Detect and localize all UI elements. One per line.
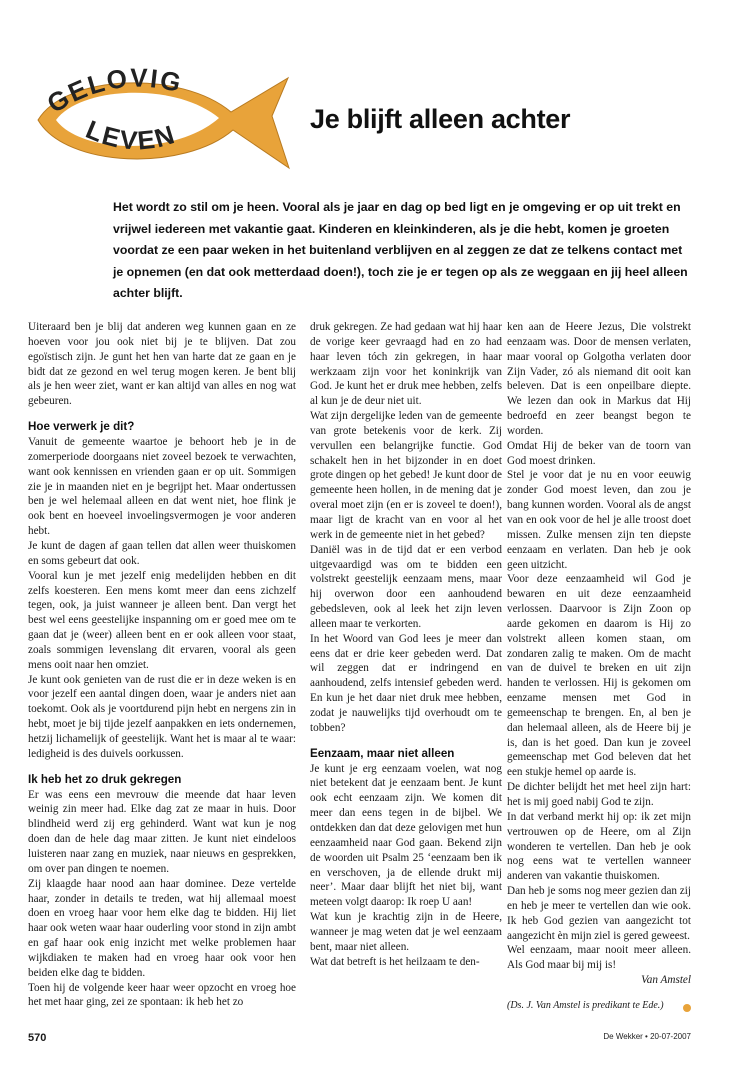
paragraph: In het Woord van God lees je meer dan eens dat er drie keer gebeden werd. Dat wil zeggen dat er indringend en aanhoudend, zelfs intensief gebeden werd. En kun je het daar niet druk mee hebben, zodat je nauwelijks tijd overhoudt om te tobben? — [310, 632, 502, 734]
paragraph: Je kunt de dagen af gaan tellen dat allen weer thuiskomen en soms gebeurt dat ook. — [28, 539, 296, 567]
paragraph: Dan heb je soms nog meer gezien dan zij en heb je meer te vertellen dan wie ook. Ik heb God gezien van aangezicht tot aangezicht èn mijn ziel is gered geweest. — [507, 885, 691, 942]
paragraph: Je kunt je erg eenzaam voelen, wat nog niet betekent dat je eenzaam bent. Je kunt ook echt eenzaam zijn. We komen dit meer dan eens tegen in de bijbel. We ontdekken dan dat deze gelovigen met hun eenzaamheid naar God gaan. Bekend zijn de woorden uit Psalm 25 ‘eenzaam ben ik en verschoven, ja de ellende drukt mij neer’. Maar daar blijft het niet bij, want meteen volgt daarop: Ik roep U aan! — [310, 762, 502, 909]
paragraph: Daniël was in de tijd dat er een verbod uitgevaardigd was om te bidden een volstrekt geestelijk eenzaam mens, maar hij overwon door een aanhoudend gebedsleven, ook al leek het zijn leven alleen maar te verkorten. — [310, 543, 502, 630]
paragraph: Vanuit de gemeente waartoe je behoort heb je in de zomerperiode doorgaans niet zoveel bezoek te verwachten, want ook kennissen en vrienden gaan er op uit. Sommigen zie je in maanden niet en je begrijpt het. Maar ondertussen ben je wel helemaal alleen en dat went niet, hoe flink je ook bent en hoeveel invoelingsvermogen je voor anderen hebt. — [28, 436, 296, 538]
paragraph: Er was eens een mevrouw die meende dat haar leven weinig zin meer had. Elke dag zat ze maar in huis. Door blindheid werd zij erg gehinderd. Want wat kun je nog doen dan de hele dag maar zitten. Je kunt niet eindeloos luisteren naar zang en muziek, naar nieuws en gesprekken, om over pan dingen te noemen. — [28, 788, 296, 875]
article-column-3 — [507, 320, 691, 1014]
article-lead: Het wordt zo stil om je heen. Vooral als je jaar en dag op bed ligt en je omgeving er op uit trekt en vrijwel iedereen met vakantie gaat. Kinderen en kleinkinderen, als je die hebt, komen je groeten voordat ze een paar weken in het buitenland verblijven en al zeggen ze dat ze telkens contact met je opnemen (en dat ook metterdaad doen!), toch zie je er tegen op als ze weggaan en jij heel alleen achter blijft. — [113, 200, 688, 301]
paragraph: Toen hij de volgende keer haar weer opzocht en vroeg hoe het met haar ging, zei ze spontaan: ik heb het zo — [28, 981, 296, 1009]
gelovig-leven-fish-logo — [26, 68, 308, 176]
paragraph: ken aan de Heere Jezus, Die volstrekt eenzaam was. Door de mensen verlaten, maar vooral op Golgotha verlaten door Zijn Vader, zó als niemand dit ooit kan beleven. Dat is een onpeilbare diepte. We lezen dan ook in Markus dat Hij bedroefd en zeer beangst begon te worden. — [507, 321, 691, 437]
subheading: Hoe verwerk je dit? — [28, 420, 135, 434]
publication-footer: De Wekker • 20-07-2007 — [603, 1032, 691, 1041]
author-signature: Van Amstel — [641, 974, 691, 987]
paragraph: Omdat Hij de beker van de toorn van God moest drinken. — [507, 439, 691, 467]
paragraph: Uiteraard ben je blij dat anderen weg kunnen gaan en ze hoeven voor jou ook niet bij je te blijven. Dat zou egoïstisch zijn. Je gunt het hen van harte dat ze gaan en je bidt dat ze gezond en wel terug mogen keren. Je bent blij als je hen weer ziet, want er kan altijd van alles en nog wat gebeuren. — [28, 321, 296, 408]
subheading: Ik heb het zo druk gekregen — [28, 772, 182, 786]
paragraph: Stel je voor dat je nu en voor eeuwig zonder God moest leven, dan zou je bang kunnen worden. Vooral als de angst van en ook voor de hel je alle troost doet missen. Zulke mensen zijn ten diepste eenzaam en verlaten. Dan heb je ook geen uitzicht. — [507, 469, 691, 571]
logo-word-gelovig: GELOVIG — [41, 68, 186, 119]
paragraph: Wat zijn dergelijke leden van de gemeente van grote betekenis voor de kerk. Zij vervullen een belangrijke functie. God schakelt hen in het bijzonder in en doet grote dingen op het gebed! Je kunt door de gemeente heen hollen, in de mening dat je overal moet zijn (en er is zoveel te doen!), maar ligt de kracht van en voor al het werk in de gemeente niet in het gebed? — [310, 410, 502, 541]
paragraph: In dat verband merkt hij op: ik zet mijn vertrouwen op de Heere, om al Zijn wonderen te vertellen. Dan heb je ook nog eens wat te vertellen wanneer anderen van vakantie thuiskomen. — [507, 810, 691, 883]
article-column-1 — [28, 320, 296, 1010]
author-note: (Ds. J. Van Amstel is predikant te Ede.) — [507, 999, 664, 1011]
article-column-2 — [310, 320, 502, 969]
paragraph: druk gekregen. Ze had gedaan wat hij haar de vorige keer gevraagd had en zo had haar leven tóch zin gekregen, in haar werkzaam zijn voor het koninkrijk van God. Je kunt het er druk mee hebben, zelfs al kun je de deur niet uit. — [310, 321, 502, 408]
paragraph: Voor deze eenzaamheid wil God je bewaren en uit deze eenzaamheid verlossen. Daarvoor is Zijn Zoon op aarde gekomen en daarom is Hij zo volstrekt alleen komen staan, om zondaren zalig te maken. Om de macht van de duivel te breken en uit zijn handen te verlossen. Hij is gekomen om eenzame mensen met God in gemeenschap te brengen. En, al ben je dan helemaal alleen, als de Heere bij je is, dan is het goed. Dan kun je zoveel gemeenschap met God beleven dat het een stukje hemel op aarde is. — [507, 573, 691, 779]
paragraph: Vooral kun je met jezelf enig medelijden hebben en dit zelfs koesteren. Een mens komt meer dan eens zichzelf tegen, ook, ja juist wanneer je alleen bent. Dan vergt het best wel eens geestelijke inspanning om er goed mee om te gaan dat je (weer) alleen bent en er ook alleen voor staat, zoals sommigen levenslang dit ervaren, vooral als geen mens ooit naar hen omziet. — [28, 569, 296, 671]
article-title: Je blijft alleen achter — [310, 104, 571, 134]
end-of-article-bullet-icon — [683, 1004, 691, 1012]
paragraph: Wel eenzaam, maar nooit meer alleen. Als God maar bij mij is! — [507, 944, 691, 972]
page-number: 570 — [28, 1032, 47, 1044]
paragraph: Wat kun je krachtig zijn in de Heere, wanneer je mag weten dat je wel eenzaam bent, maar niet alleen. — [310, 911, 502, 953]
subheading: Eenzaam, maar niet alleen — [310, 746, 455, 760]
paragraph: Zij klaagde haar nood aan haar dominee. Deze vertelde haar, zonder in details te treden, wat hij allemaal moest doen en vroeg haar voor hem elke dag te bidden. Hij liet haar ook weten waar haar ouderling voor stond in zijn ambt en gaf haar ook enig inzicht met welke problemen haar wijkdiaken te maken had en vroeg haar ook voor hen beiden elke dag te bidden. — [28, 877, 296, 979]
paragraph: Wat dat betreft is het heilzaam te den- — [310, 955, 480, 968]
paragraph: De dichter belijdt het met heel zijn hart: het is mij goed nabij God te zijn. — [507, 781, 691, 808]
paragraph: Je kunt ook genieten van de rust die er in deze weken is en voor jezelf een aantal dingen doen, waar je anders niet aan toekomt. Ook als je voortdurend pijn hebt en nergens zin in hebt, moet je bij tijde jezelf aanpakken en iets ondernemen, hetzij lichamelijk of geestelijk. Want het is maar al te waar: ledigheid is des duivels oorkussen. — [28, 673, 296, 760]
logo-word-leven: LEVEN — [81, 114, 180, 156]
